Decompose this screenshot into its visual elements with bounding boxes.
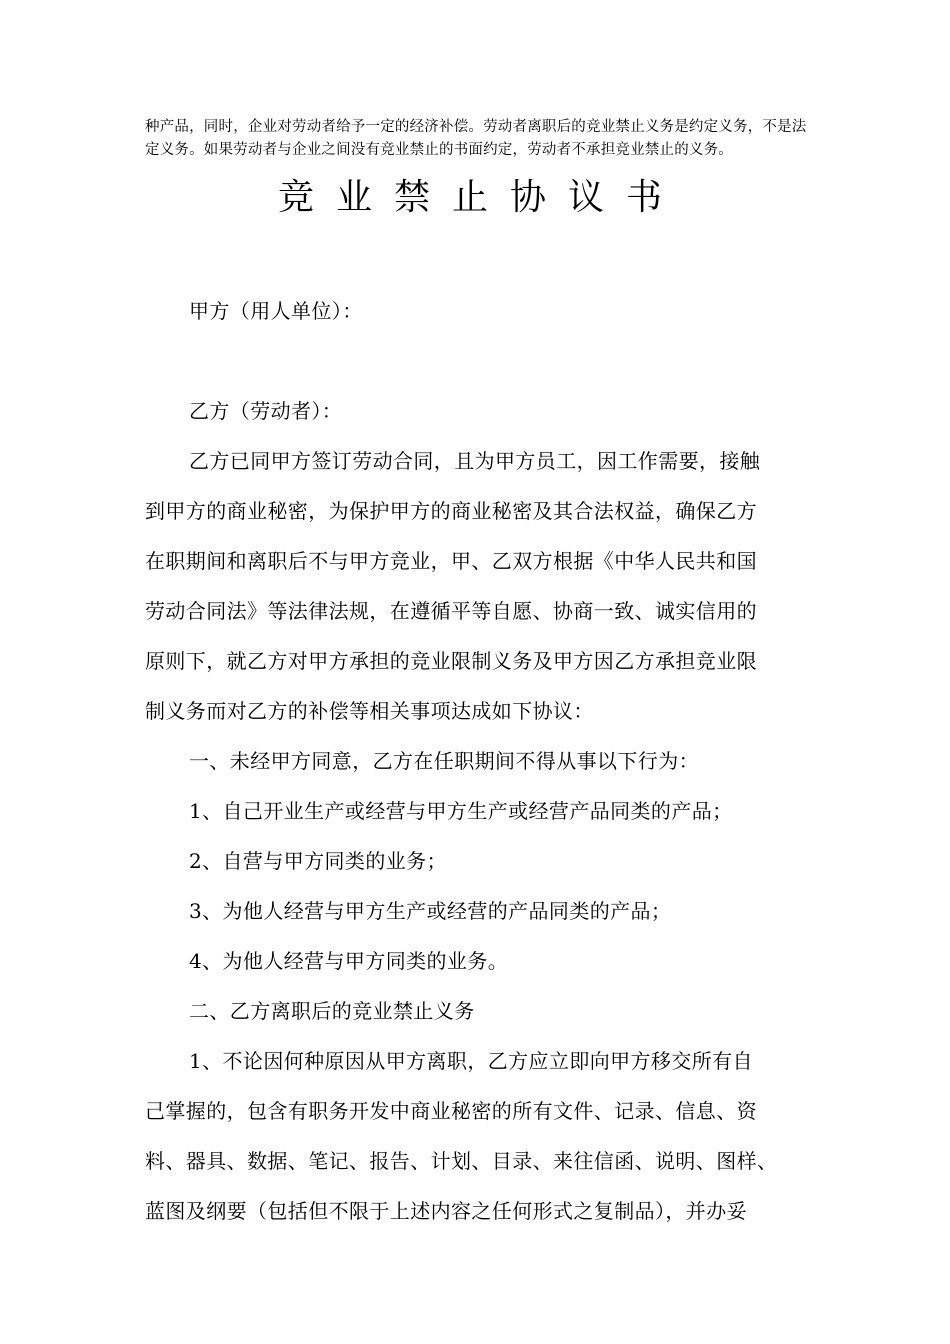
body-line: 乙方已同甲方签订劳动合同，且为甲方员工，因工作需要，接触	[189, 449, 761, 473]
clause-heading: 一、未经甲方同意，乙方在任职期间不得从事以下行为：	[189, 749, 699, 773]
body-line: 制义务而对乙方的补偿等相关事项达成如下协议：	[145, 699, 594, 723]
body-line: 蓝图及纲要（包括但不限于上述内容之任何形式之复制品），并办妥	[145, 1199, 747, 1223]
body-line: 在职期间和离职后不与甲方竞业，甲、乙双方根据《中华人民共和国	[145, 549, 757, 573]
party-a-label: 甲方（用人单位）：	[189, 299, 363, 323]
body-line: 原则下，就乙方对甲方承担的竞业限制义务及甲方因乙方承担竞业限	[145, 649, 757, 673]
body-line: 劳动合同法》等法律法规，在遵循平等自愿、协商一致、诚实信用的	[145, 599, 757, 623]
clause-item: 1、不论因何种原因从甲方离职，乙方应立即向甲方移交所有自	[189, 1049, 753, 1073]
document-title: 竞业禁止协议书	[277, 177, 684, 218]
body-line: 到甲方的商业秘密，为保护甲方的商业秘密及其合法权益，确保乙方	[145, 499, 757, 523]
body-line: 料、器具、数据、笔记、报告、计划、目录、来往信函、说明、图样、	[145, 1149, 778, 1173]
clause-item: 4、为他人经营与甲方同类的业务。	[189, 949, 509, 973]
body-line: 己掌握的，包含有职务开发中商业秘密的所有文件、记录、信息、资	[145, 1099, 757, 1123]
party-b-label: 乙方（劳动者）：	[189, 399, 343, 423]
clause-item: 1、自己开业生产或经营与甲方生产或经营产品同类的产品；	[189, 799, 733, 823]
clause-item: 3、为他人经营与甲方生产或经营的产品同类的产品；	[189, 899, 672, 923]
clause-item: 2、自营与甲方同类的业务；	[189, 849, 447, 873]
preface-text: 种产品，同时，企业对劳动者给予一定的经济补偿。劳动者离职后的竞业禁止义务是约定义务，不是法定义务。如果劳动者与企业之间没有竞业禁止的书面约定，劳动者不承担竞业禁止的义务。	[145, 119, 807, 158]
clause-heading: 二、乙方离职后的竞业禁止义务	[189, 999, 475, 1023]
